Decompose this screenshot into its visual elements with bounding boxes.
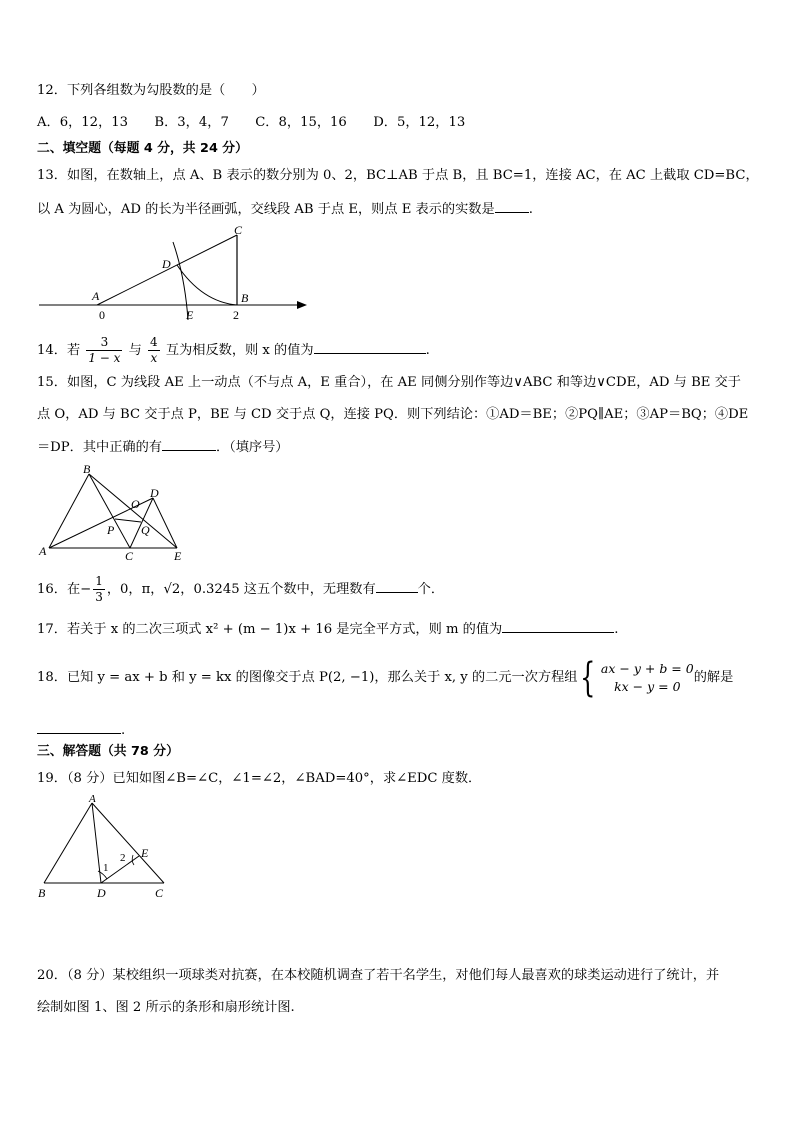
q18-system	[601, 660, 694, 696]
q14-frac1-num: 3	[86, 335, 122, 351]
q17-answer-blank	[502, 618, 614, 633]
label-D: D	[162, 257, 171, 271]
label-A: A	[39, 544, 47, 558]
label-C: C	[155, 886, 164, 900]
q18-text: 18．已知 y = ax + b 和 y = kx 的图像交于点 P(2, −1)，那么关于 x, y 的二元一次方程组	[37, 670, 578, 685]
label-D: D	[97, 886, 106, 900]
q13-answer-blank	[495, 198, 529, 213]
q13-line2-text: 以 A 为圆心，AD 的长为半径画弧，交线段 AB 于点 E，则点 E 表示的实数是	[37, 202, 495, 217]
q16-line	[37, 573, 444, 607]
q19-figure	[34, 791, 174, 903]
q15-line2: 点 O，AD 与 BC 交于点 P，BE 与 CD 交于点 Q，连接 PQ．则下列结论：①AD＝BE；②PQ∥AE；③AP＝BQ；④DE	[37, 407, 749, 422]
q18-line	[37, 656, 733, 700]
number-line-arrow	[297, 301, 307, 309]
q17-end: .	[614, 622, 619, 637]
q16-answer-blank	[376, 578, 418, 593]
q18-brace: {	[580, 654, 596, 701]
q14-end: .	[425, 343, 430, 358]
section2-title: 二、填空题（每题 4 分，共 24 分）	[37, 141, 248, 156]
section3-title: 三、解答题（共 78 分）	[37, 744, 179, 759]
q18-answer-blank	[37, 719, 121, 734]
label-1: 1	[103, 862, 109, 874]
label-A: A	[89, 793, 96, 805]
q15-line3a: ＝DP．其中正确的有	[37, 440, 162, 455]
q14-answer-blank	[314, 339, 426, 354]
label-B: B	[38, 886, 46, 900]
label-B: B	[241, 291, 249, 305]
label-E: E	[174, 549, 182, 562]
q14-frac2	[148, 335, 160, 366]
q15-line3	[37, 436, 288, 458]
q16-prefix: 16．在−	[37, 582, 92, 597]
q16-frac-num: 1	[95, 574, 103, 588]
q17-line	[37, 618, 618, 640]
q18-eq1: ax − y + b = 0	[600, 660, 694, 676]
label-Q: Q	[141, 523, 150, 537]
segment-PQ	[115, 519, 141, 522]
q13-period: .	[528, 202, 533, 217]
label-B: B	[83, 462, 91, 476]
q15-line3b: ．（填序号）	[215, 440, 289, 455]
label-D: D	[150, 486, 159, 500]
q12-stem: 12．下列各组数为勾股数的是（ ）	[37, 83, 265, 98]
q14-frac1	[86, 335, 122, 366]
segment-AB	[49, 474, 89, 548]
label-0: 0	[99, 308, 105, 322]
q20-line2: 绘制如图 1、图 2 所示的条形和扇形统计图.	[37, 1000, 295, 1015]
q18-after: 的解是	[693, 670, 734, 685]
label-A: A	[92, 289, 100, 303]
q18-eq2: kx − y = 0	[614, 678, 681, 694]
q14-prefix: 14．若	[37, 343, 81, 358]
label-P: P	[107, 523, 115, 537]
q12-options: A．6，12，13 B．3，4，7 C．8，15，16 D．5，12，13	[37, 115, 466, 130]
label-2: 2	[233, 308, 239, 322]
q14-mid: 与	[128, 343, 142, 358]
q15-figure	[37, 462, 197, 562]
q17-text: 17．若关于 x 的二次三项式 x² + (m − 1)x + 16 是完全平方式，则 m 的值为	[37, 622, 503, 637]
label-2: 2	[120, 852, 126, 864]
q15-line1: 15．如图，C 为线段 AE 上一动点（不与点 A，E 重合），在 AE 同侧分别作等边∨ABC 和等边∨CDE，AD 与 BE 交于	[37, 375, 741, 390]
q20-line1: 20．（8 分）某校组织一项球类对抗赛，在本校随机调查了若干名学生，对他们每人最喜欢的球类运动进行了统计，并	[37, 968, 720, 983]
q16-frac-den: 3	[95, 590, 103, 604]
q13-line2	[37, 198, 533, 220]
q14-suffix: 互为相反数，则 x 的值为	[165, 343, 314, 358]
q15-answer-blank	[162, 436, 216, 451]
q16-rest: ，0，π，√2，0.3245 这五个数中，无理数有	[106, 582, 376, 597]
label-E: E	[141, 846, 149, 860]
segment-DE	[153, 498, 177, 548]
segment-AB	[44, 803, 92, 883]
q14-line	[37, 334, 430, 368]
label-O: O	[131, 497, 140, 511]
q18-answer-line	[37, 719, 125, 741]
q16-frac	[93, 574, 105, 605]
segment-AD	[92, 803, 101, 883]
q18-end: .	[121, 723, 126, 738]
q14-frac2-num: 4	[150, 335, 158, 349]
q13-figure	[37, 222, 312, 322]
label-C: C	[234, 223, 243, 237]
segment-BE	[89, 474, 177, 548]
label-C: C	[125, 549, 134, 562]
q13-line1: 13．如图，在数轴上，点 A、B 表示的数分别为 0、2，BC⊥AB 于点 B，且 BC=1，连接 AC，在 AC 上截取 CD=BC，	[37, 168, 759, 183]
q14-frac1-den: 1 − x	[88, 351, 121, 365]
label-E: E	[186, 308, 194, 322]
q19-line: 19．（8 分）已知如图∠B=∠C，∠1=∠2，∠BAD=40°，求∠EDC 度数．	[37, 771, 482, 786]
q16-end: 个．	[417, 582, 445, 597]
q14-frac2-den: x	[150, 351, 158, 365]
